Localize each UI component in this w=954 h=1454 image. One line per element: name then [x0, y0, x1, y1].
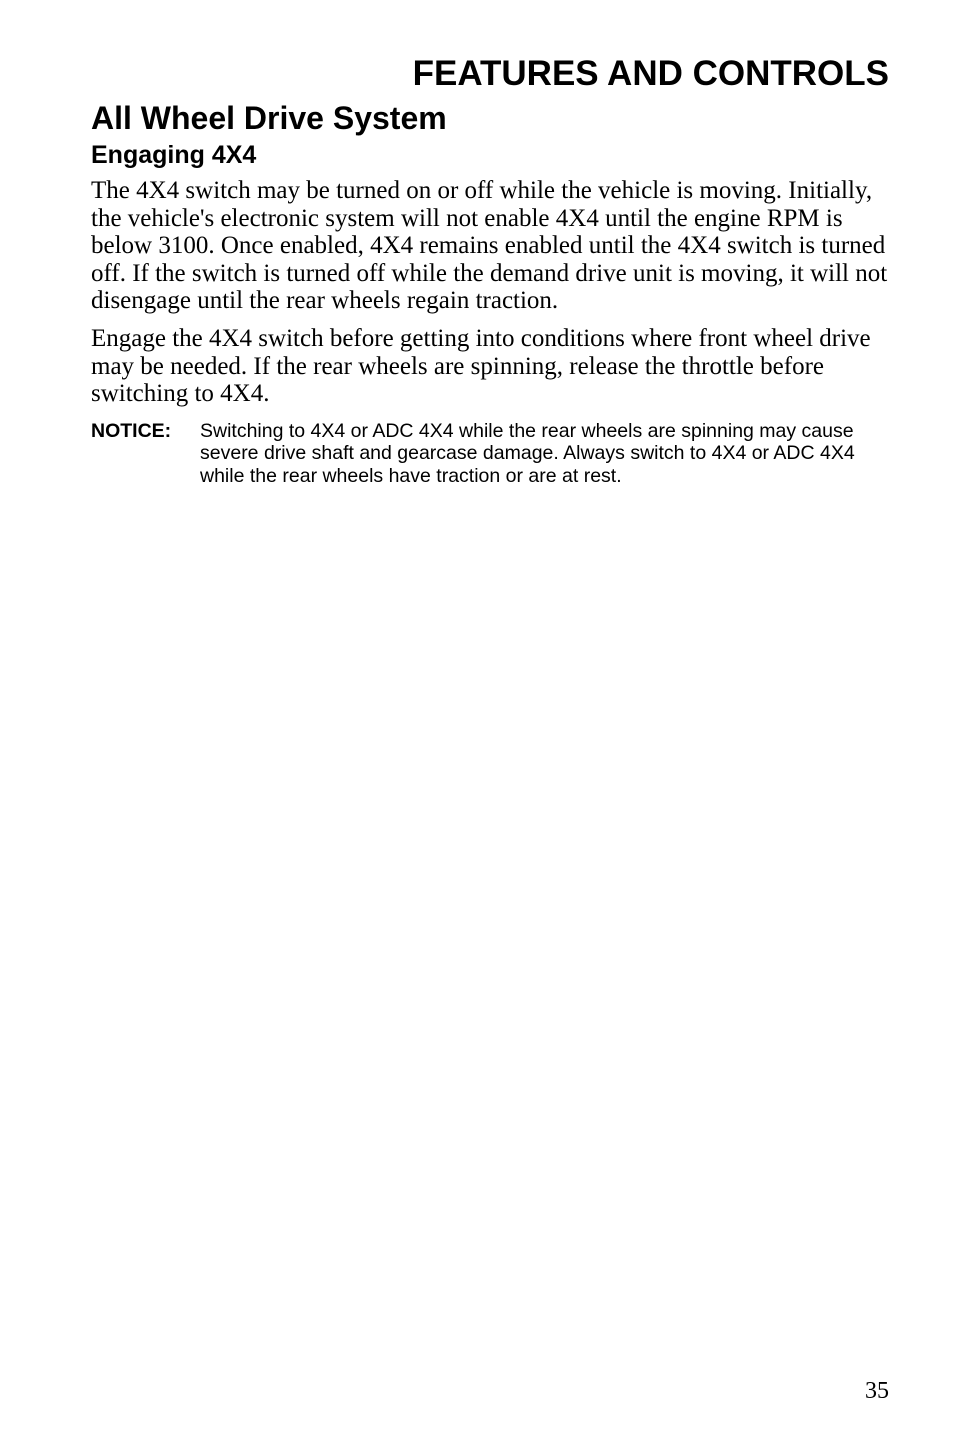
body-paragraph-1: The 4X4 switch may be turned on or off while the vehicle is moving. Initially, the vehicle's electronic system will not enable 4X4 until the engine RPM is below 3100. Once enabled, 4X4 remains enabled until the 4X4 switch is turned off. If the switch is turned off while the demand drive unit is moving, it will not disengage until the rear wheels regain traction.	[91, 177, 888, 315]
section-title: All Wheel Drive System	[91, 100, 447, 136]
page-content	[91, 98, 891, 487]
page-number: 35	[865, 1378, 889, 1404]
notice-text: Switching to 4X4 or ADC 4X4 while the rear wheels are spinning may cause severe drive shaft and gearcase damage. Always switch to 4X4 or ADC 4X4 while the rear wheels have traction or are at rest.	[200, 419, 855, 487]
chapter-title: FEATURES AND CONTROLS	[412, 54, 889, 93]
subsection-title: Engaging 4X4	[91, 141, 257, 169]
notice-block	[91, 420, 891, 488]
body-paragraph-2: Engage the 4X4 switch before getting into conditions where front wheel drive may be needed. If the rear wheels are spinning, release the throttle before switching to 4X4.	[91, 324, 871, 408]
notice-label: NOTICE:	[91, 419, 172, 442]
